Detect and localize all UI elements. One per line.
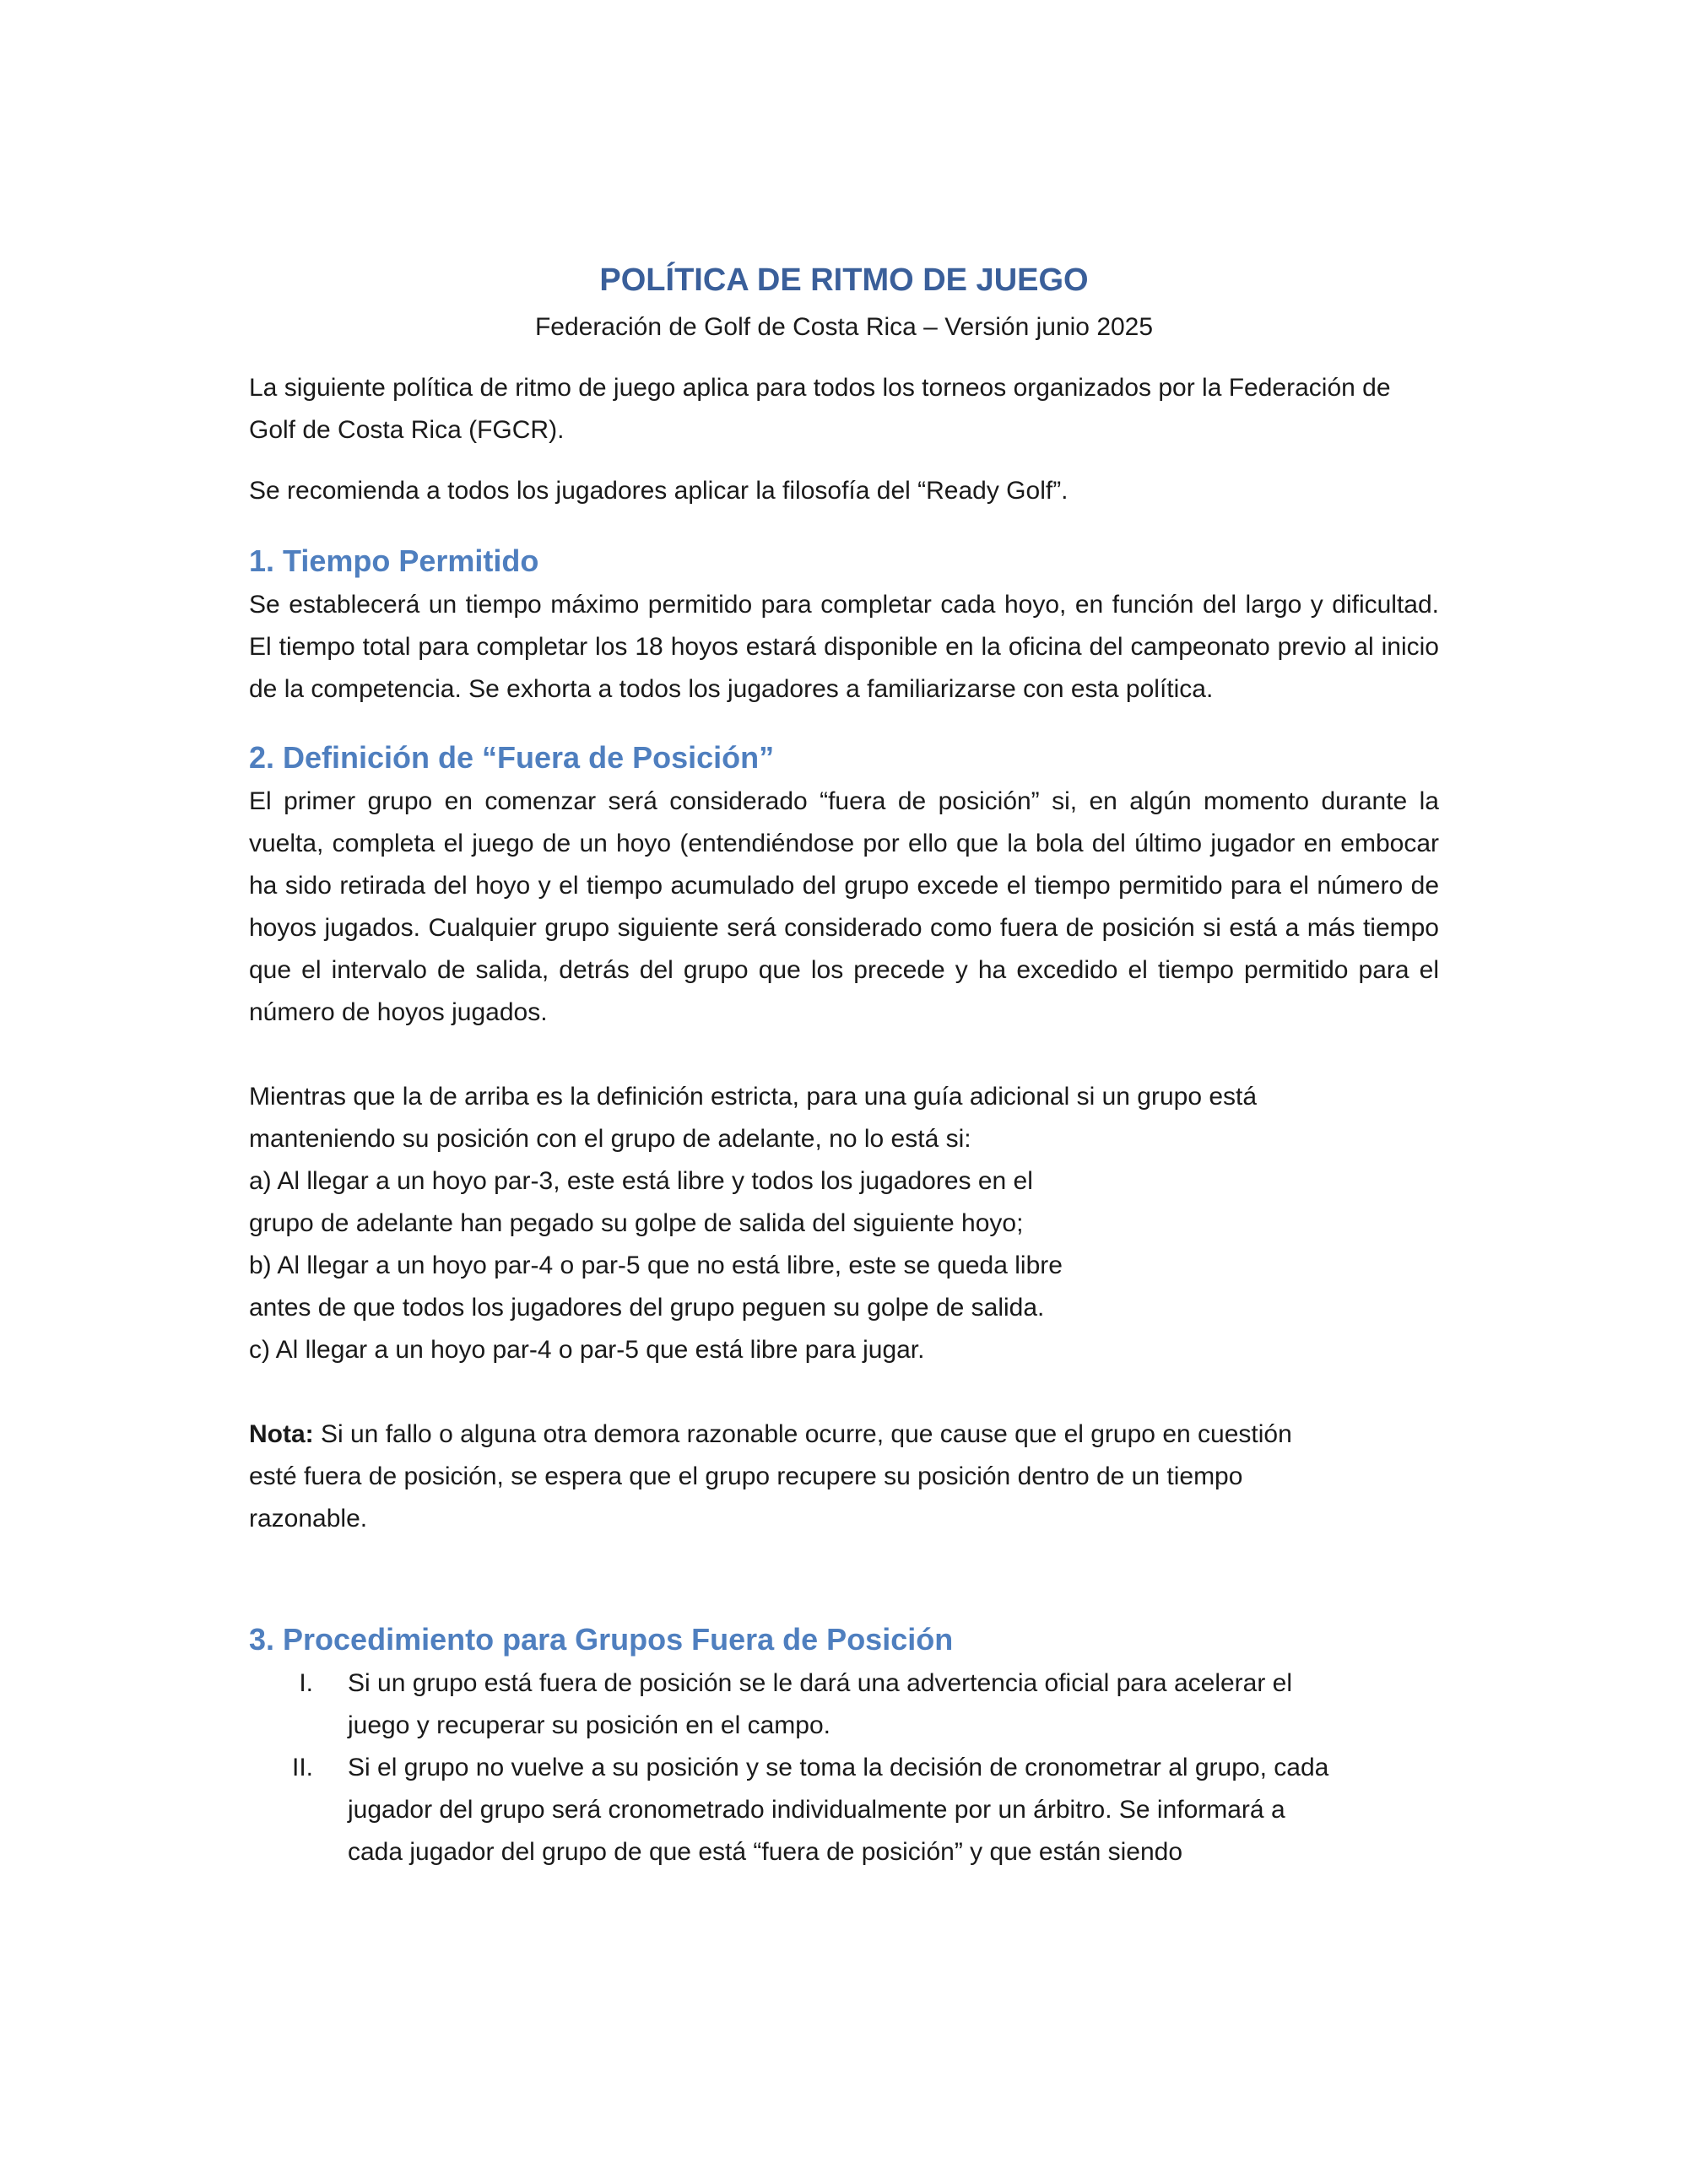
list-item-line: juego y recuperar su posición en el campo. — [348, 1711, 830, 1740]
section-heading-tiempo-permitido: 1. Tiempo Permitido — [249, 543, 539, 578]
guide-line: a) Al llegar a un hoyo par-3, este está libre y todos los jugadores en el — [249, 1166, 1033, 1195]
guide-line: antes de que todos los jugadores del grupo peguen su golpe de salida. — [249, 1293, 1045, 1322]
section-heading-fuera-de-posicion: 2. Definición de “Fuera de Posición” — [249, 739, 775, 775]
list-item-line: jugador del grupo será cronometrado individualmente por un árbitro. Se informará a — [348, 1796, 1285, 1825]
document-page — [249, 262, 1439, 1873]
section-heading-procedimiento: 3. Procedimiento para Grupos Fuera de Posición — [249, 1621, 954, 1657]
guide-line: manteniendo su posición con el grupo de adelante, no lo está si: — [249, 1124, 971, 1153]
list-marker: II. — [291, 1754, 313, 1782]
guide-line: Mientras que la de arriba es la definición estricta, para una guía adicional si un grupo está — [249, 1082, 1258, 1111]
guide-line: c) Al llegar a un hoyo par-4 o par-5 que está libre para jugar. — [249, 1335, 925, 1364]
intro-paragraph: La siguiente política de ritmo de juego aplica para todos los torneos organizados por la Federación de Golf de Costa Rica (FGCR). — [249, 373, 1391, 444]
list-item — [249, 1662, 1439, 1747]
note-label: Nota: — [249, 1419, 314, 1448]
guide-block — [249, 1076, 1439, 1371]
list-item-line: Si el grupo no vuelve a su posición y se toma la decisión de cronometrar al grupo, cada — [348, 1754, 1329, 1782]
list-marker: I. — [299, 1669, 313, 1698]
list-item-line: Si un grupo está fuera de posición se le dará una advertencia oficial para acelerar el — [348, 1669, 1293, 1698]
note-block — [249, 1414, 1439, 1540]
note-line — [249, 1414, 1439, 1456]
guide-line: grupo de adelante han pegado su golpe de salida del siguiente hoyo; — [249, 1208, 1024, 1237]
note-text: Si un fallo o alguna otra demora razonable ocurre, que cause que el grupo en cuestión — [313, 1419, 1292, 1448]
procedure-list — [249, 1662, 1439, 1873]
list-item-line: cada jugador del grupo de que está “fuera de posición” y que están siendo — [348, 1838, 1183, 1867]
guide-line: b) Al llegar a un hoyo par-4 o par-5 que no está libre, este se queda libre — [249, 1251, 1063, 1279]
document-subtitle: Federación de Golf de Costa Rica – Versión junio 2025 — [534, 312, 1154, 341]
section-2-definition: El primer grupo en comenzar será considerado “fuera de posición” si, en algún momento durante la vuelta, completa el juego de un hoyo (entendiéndose por ello que la bola del último jugador en embocar ha sido retirada del hoyo y el tiempo acumulado del grupo excede el tiempo permitido para el número de hoyos jugados. Cualquier grupo siguiente será considerado como fuera de posición si está a más tiempo que el intervalo de salida, detrás del grupo que los precede y ha excedido el tiempo permitido para el número de hoyos jugados. — [249, 787, 1439, 1026]
note-line: esté fuera de posición, se espera que el grupo recupere su posición dentro de un tiempo — [249, 1462, 1243, 1490]
document-title: POLÍTICA DE RITMO DE JUEGO — [599, 262, 1089, 298]
list-item — [249, 1747, 1439, 1873]
section-1-text: Se establecerá un tiempo máximo permitido para completar cada hoyo, en función del largo y dificultad. El tiempo total para completar los 18 hoyos estará disponible en la oficina del campeonato previo al inicio de la competencia. Se exhorta a todos los jugadores a familiarizarse con esta política. — [249, 590, 1439, 703]
note-line: razonable. — [249, 1504, 368, 1533]
intro-paragraph: Se recomienda a todos los jugadores aplicar la filosofía del “Ready Golf”. — [249, 476, 1069, 505]
